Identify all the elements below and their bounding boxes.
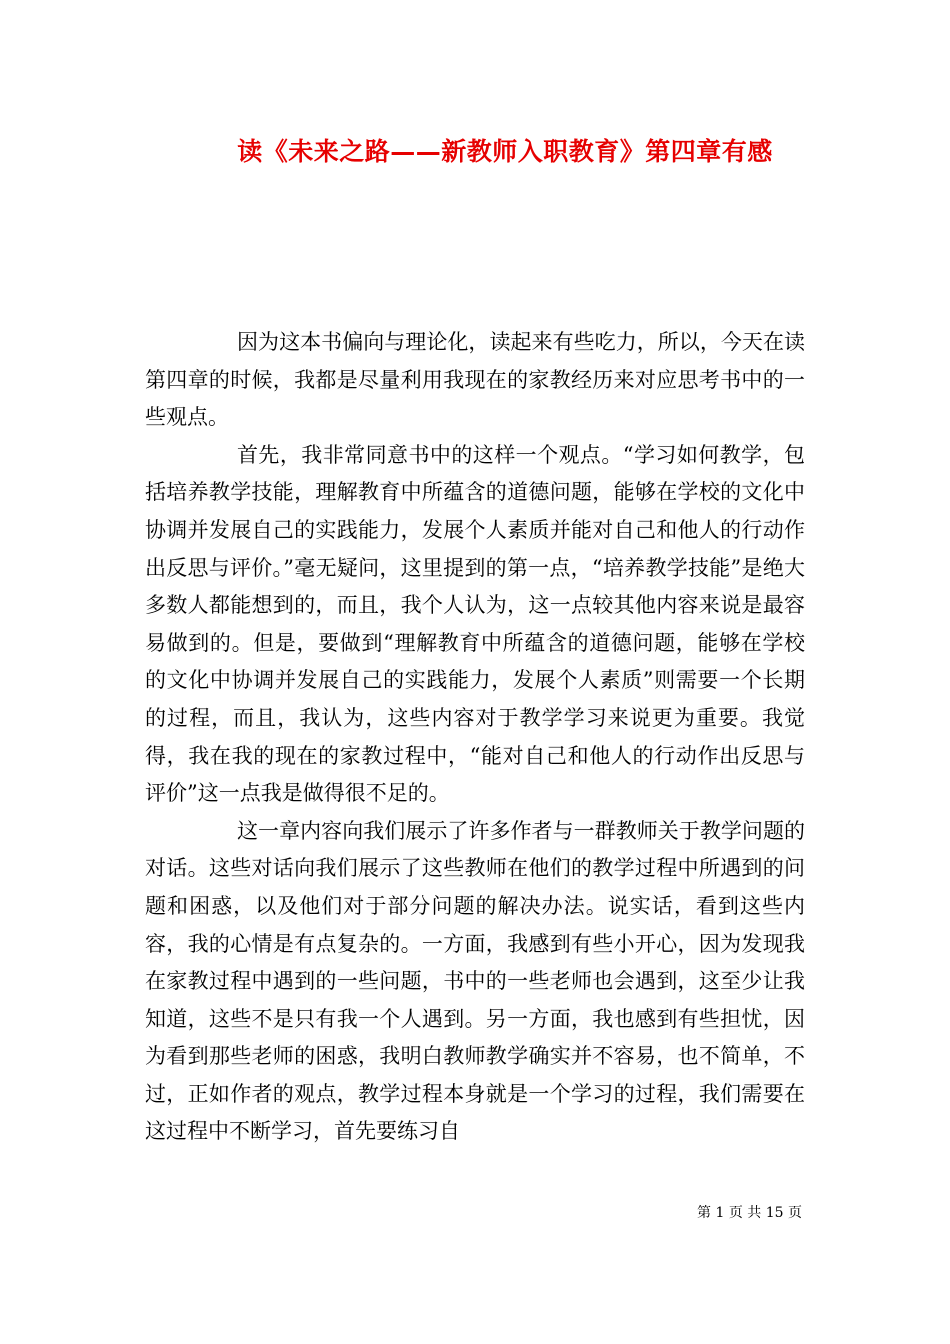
page-number: 第 1 页 共 15 页 xyxy=(697,1205,802,1221)
document-title: 读《未来之路——新教师入职教育》第四章有感 xyxy=(237,137,773,166)
paragraph-3: 这一章内容向我们展示了许多作者与一群教师关于教学问题的对话。这些对话向我们展示了这些教师在他们的教学过程中所遇到的问题和困惑，以及他们对于部分问题的解决办法。说实话，看到这些内容，我的心情是有点复杂的。一方面，我感到有些小开心，因为发现我在家教过程中遇到的一些问题，书中的一些老师也会遇到，这至少让我知道，这些不是只有我一个人遇到。另一方面，我也感到有些担忧，因为看到那些老师的困惑，我明白教师教学确实并不容易，也不简单，不过，正如作者的观点，教学过程本身就是一个学习的过程，我们需要在这过程中不断学习，首先要练习自 xyxy=(145,818,805,1144)
paragraph-2: 首先，我非常同意书中的这样一个观点。“学习如何教学，包括培养教学技能，理解教育中所蕴含的道德问题，能够在学校的文化中协调并发展自己的实践能力，发展个人素质并能对自己和他人的行动作出反思与评价。”毫无疑问，这里提到的第一点，“培养教学技能”是绝大多数人都能想到的，而且，我个人认为，这一点较其他内容来说是最容易做到的。但是，要做到“理解教育中所蕴含的道德问题，能够在学校的文化中协调并发展自己的实践能力，发展个人素质”则需要一个长期的过程，而且，我认为，这些内容对于教学学习来说更为重要。我觉得，我在我的现在的家教过程中，“能对自己和他人的行动作出反思与评价”这一点我是做得很不足的。 xyxy=(145,442,805,806)
paragraph-1: 因为这本书偏向与理论化，读起来有些吃力，所以，今天在读第四章的时候，我都是尽量利用我现在的家教经历来对应思考书中的一些观点。 xyxy=(145,330,805,430)
document-body xyxy=(145,324,805,1151)
